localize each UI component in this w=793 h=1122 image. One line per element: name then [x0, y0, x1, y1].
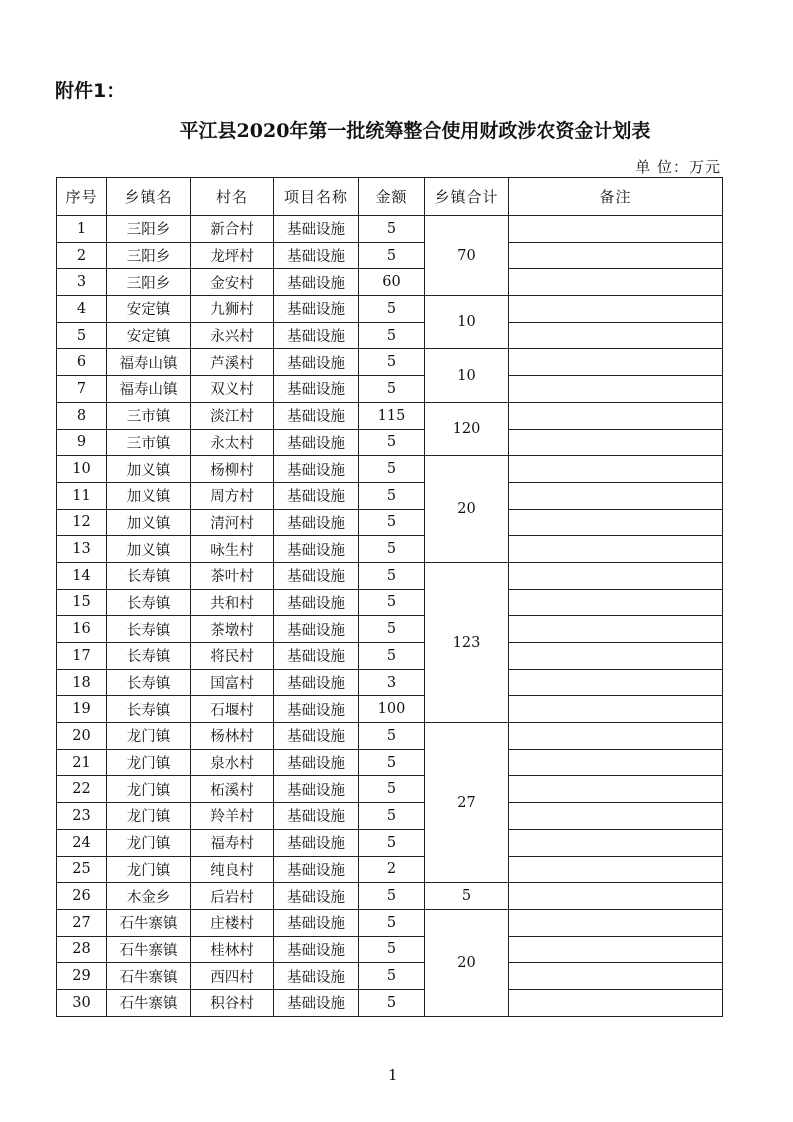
remarks-cell [509, 776, 723, 803]
village-name: 西四村 [191, 963, 274, 990]
row-index: 14 [57, 562, 107, 589]
table-row [57, 723, 723, 750]
remarks-cell [509, 429, 723, 456]
table-row [57, 616, 723, 643]
village-name: 桂林村 [191, 936, 274, 963]
township-name: 加义镇 [107, 536, 191, 563]
header-amount: 金额 [359, 178, 425, 216]
header-village: 村名 [191, 178, 274, 216]
header-township-total: 乡镇合计 [425, 178, 509, 216]
remarks-cell [509, 269, 723, 296]
township-name: 龙门镇 [107, 749, 191, 776]
table-row [57, 643, 723, 670]
township-total: 5 [425, 883, 509, 910]
township-name: 安定镇 [107, 322, 191, 349]
remarks-cell [509, 296, 723, 323]
remarks-cell [509, 536, 723, 563]
township-name: 加义镇 [107, 509, 191, 536]
table-row [57, 749, 723, 776]
project-name: 基础设施 [274, 562, 359, 589]
table-row [57, 536, 723, 563]
row-index: 13 [57, 536, 107, 563]
township-total: 10 [425, 296, 509, 349]
table-row [57, 856, 723, 883]
village-name: 柘溪村 [191, 776, 274, 803]
amount: 5 [359, 296, 425, 323]
township-name: 长寿镇 [107, 643, 191, 670]
page-number: 1 [388, 1066, 398, 1084]
township-total: 27 [425, 723, 509, 883]
table-row [57, 589, 723, 616]
project-name: 基础设施 [274, 616, 359, 643]
row-index: 6 [57, 349, 107, 376]
village-name: 金安村 [191, 269, 274, 296]
township-name: 加义镇 [107, 456, 191, 483]
header-township: 乡镇名 [107, 178, 191, 216]
project-name: 基础设施 [274, 536, 359, 563]
row-index: 7 [57, 376, 107, 403]
table-row [57, 376, 723, 403]
table-row [57, 349, 723, 376]
remarks-cell [509, 376, 723, 403]
remarks-cell [509, 883, 723, 910]
township-name: 龙门镇 [107, 723, 191, 750]
row-index: 3 [57, 269, 107, 296]
row-index: 24 [57, 829, 107, 856]
table-row [57, 989, 723, 1016]
amount: 5 [359, 803, 425, 830]
village-name: 福寿村 [191, 829, 274, 856]
row-index: 20 [57, 723, 107, 750]
amount: 5 [359, 536, 425, 563]
village-name: 纯良村 [191, 856, 274, 883]
project-name: 基础设施 [274, 669, 359, 696]
remarks-cell [509, 856, 723, 883]
project-name: 基础设施 [274, 856, 359, 883]
row-index: 27 [57, 909, 107, 936]
table-row [57, 482, 723, 509]
amount: 5 [359, 376, 425, 403]
table-row [57, 509, 723, 536]
township-name: 石牛寨镇 [107, 909, 191, 936]
amount: 5 [359, 616, 425, 643]
remarks-cell [509, 803, 723, 830]
township-name: 长寿镇 [107, 616, 191, 643]
project-name: 基础设施 [274, 402, 359, 429]
row-index: 26 [57, 883, 107, 910]
amount: 5 [359, 829, 425, 856]
amount: 5 [359, 349, 425, 376]
remarks-cell [509, 402, 723, 429]
remarks-cell [509, 482, 723, 509]
village-name: 永兴村 [191, 322, 274, 349]
row-index: 19 [57, 696, 107, 723]
project-name: 基础设施 [274, 429, 359, 456]
township-name: 龙门镇 [107, 776, 191, 803]
table-row [57, 883, 723, 910]
township-name: 福寿山镇 [107, 349, 191, 376]
table-row [57, 322, 723, 349]
table-row [57, 669, 723, 696]
table-row [57, 829, 723, 856]
header-index: 序号 [57, 178, 107, 216]
project-name: 基础设施 [274, 242, 359, 269]
village-name: 将民村 [191, 643, 274, 670]
remarks-cell [509, 749, 723, 776]
remarks-cell [509, 509, 723, 536]
amount: 5 [359, 723, 425, 750]
township-name: 三阳乡 [107, 216, 191, 243]
village-name: 后岩村 [191, 883, 274, 910]
township-name: 石牛寨镇 [107, 963, 191, 990]
village-name: 石堰村 [191, 696, 274, 723]
remarks-cell [509, 456, 723, 483]
amount: 5 [359, 242, 425, 269]
row-index: 11 [57, 482, 107, 509]
remarks-cell [509, 643, 723, 670]
table-header-row [57, 178, 723, 216]
remarks-cell [509, 562, 723, 589]
township-name: 石牛寨镇 [107, 936, 191, 963]
remarks-cell [509, 909, 723, 936]
village-name: 杨林村 [191, 723, 274, 750]
unit-label: 单 位：万元 [635, 158, 721, 176]
row-index: 25 [57, 856, 107, 883]
remarks-cell [509, 723, 723, 750]
project-name: 基础设施 [274, 322, 359, 349]
table-row [57, 803, 723, 830]
project-name: 基础设施 [274, 376, 359, 403]
amount: 5 [359, 509, 425, 536]
amount: 60 [359, 269, 425, 296]
project-name: 基础设施 [274, 269, 359, 296]
remarks-cell [509, 589, 723, 616]
township-name: 加义镇 [107, 482, 191, 509]
row-index: 10 [57, 456, 107, 483]
amount: 2 [359, 856, 425, 883]
project-name: 基础设施 [274, 643, 359, 670]
village-name: 清河村 [191, 509, 274, 536]
township-name: 三阳乡 [107, 242, 191, 269]
row-index: 2 [57, 242, 107, 269]
row-index: 17 [57, 643, 107, 670]
row-index: 8 [57, 402, 107, 429]
remarks-cell [509, 696, 723, 723]
remarks-cell [509, 936, 723, 963]
village-name: 泉水村 [191, 749, 274, 776]
amount: 5 [359, 429, 425, 456]
project-name: 基础设施 [274, 216, 359, 243]
project-name: 基础设施 [274, 749, 359, 776]
township-total: 20 [425, 909, 509, 1016]
amount: 5 [359, 482, 425, 509]
table-row [57, 696, 723, 723]
amount: 5 [359, 963, 425, 990]
row-index: 5 [57, 322, 107, 349]
township-name: 长寿镇 [107, 696, 191, 723]
remarks-cell [509, 829, 723, 856]
project-name: 基础设施 [274, 723, 359, 750]
row-index: 21 [57, 749, 107, 776]
attachment-label: 附件1： [55, 80, 126, 102]
village-name: 淡江村 [191, 402, 274, 429]
remarks-cell [509, 349, 723, 376]
township-total: 120 [425, 402, 509, 455]
remarks-cell [509, 216, 723, 243]
village-name: 九狮村 [191, 296, 274, 323]
row-index: 15 [57, 589, 107, 616]
village-name: 国富村 [191, 669, 274, 696]
village-name: 双义村 [191, 376, 274, 403]
village-name: 龙坪村 [191, 242, 274, 269]
project-name: 基础设施 [274, 589, 359, 616]
township-name: 长寿镇 [107, 562, 191, 589]
table-row [57, 776, 723, 803]
table-row [57, 216, 723, 243]
amount: 5 [359, 322, 425, 349]
remarks-cell [509, 963, 723, 990]
village-name: 周方村 [191, 482, 274, 509]
village-name: 庄楼村 [191, 909, 274, 936]
header-project: 项目名称 [274, 178, 359, 216]
township-total: 10 [425, 349, 509, 402]
table-row [57, 963, 723, 990]
row-index: 1 [57, 216, 107, 243]
remarks-cell [509, 242, 723, 269]
township-name: 龙门镇 [107, 829, 191, 856]
header-remarks: 备注 [509, 178, 723, 216]
amount: 115 [359, 402, 425, 429]
table-row [57, 402, 723, 429]
village-name: 积谷村 [191, 989, 274, 1016]
township-name: 龙门镇 [107, 856, 191, 883]
amount: 5 [359, 589, 425, 616]
project-name: 基础设施 [274, 936, 359, 963]
row-index: 28 [57, 936, 107, 963]
row-index: 12 [57, 509, 107, 536]
township-name: 三市镇 [107, 429, 191, 456]
remarks-cell [509, 669, 723, 696]
fund-plan-table [56, 177, 723, 1017]
row-index: 23 [57, 803, 107, 830]
project-name: 基础设施 [274, 909, 359, 936]
township-name: 木金乡 [107, 883, 191, 910]
village-name: 新合村 [191, 216, 274, 243]
table-row [57, 456, 723, 483]
project-name: 基础设施 [274, 776, 359, 803]
township-total: 123 [425, 562, 509, 722]
amount: 5 [359, 989, 425, 1016]
township-name: 长寿镇 [107, 589, 191, 616]
remarks-cell [509, 322, 723, 349]
table-row [57, 242, 723, 269]
amount: 100 [359, 696, 425, 723]
project-name: 基础设施 [274, 509, 359, 536]
project-name: 基础设施 [274, 883, 359, 910]
amount: 5 [359, 643, 425, 670]
row-index: 9 [57, 429, 107, 456]
project-name: 基础设施 [274, 829, 359, 856]
project-name: 基础设施 [274, 696, 359, 723]
village-name: 永太村 [191, 429, 274, 456]
village-name: 羚羊村 [191, 803, 274, 830]
township-name: 三阳乡 [107, 269, 191, 296]
township-name: 安定镇 [107, 296, 191, 323]
township-name: 长寿镇 [107, 669, 191, 696]
township-name: 石牛寨镇 [107, 989, 191, 1016]
village-name: 杨柳村 [191, 456, 274, 483]
amount: 5 [359, 749, 425, 776]
row-index: 4 [57, 296, 107, 323]
row-index: 22 [57, 776, 107, 803]
table-row [57, 936, 723, 963]
project-name: 基础设施 [274, 482, 359, 509]
row-index: 18 [57, 669, 107, 696]
remarks-cell [509, 616, 723, 643]
table-body [57, 216, 723, 1017]
project-name: 基础设施 [274, 456, 359, 483]
village-name: 共和村 [191, 589, 274, 616]
row-index: 29 [57, 963, 107, 990]
project-name: 基础设施 [274, 349, 359, 376]
amount: 3 [359, 669, 425, 696]
amount: 5 [359, 216, 425, 243]
township-total: 20 [425, 456, 509, 563]
village-name: 茶叶村 [191, 562, 274, 589]
amount: 5 [359, 909, 425, 936]
amount: 5 [359, 883, 425, 910]
township-name: 龙门镇 [107, 803, 191, 830]
project-name: 基础设施 [274, 803, 359, 830]
village-name: 茶墩村 [191, 616, 274, 643]
township-total: 70 [425, 216, 509, 296]
amount: 5 [359, 936, 425, 963]
township-name: 福寿山镇 [107, 376, 191, 403]
amount: 5 [359, 562, 425, 589]
remarks-cell [509, 989, 723, 1016]
township-name: 三市镇 [107, 402, 191, 429]
village-name: 芦溪村 [191, 349, 274, 376]
page-title: 平江县2020年第一批统筹整合使用财政涉农资金计划表 [179, 120, 651, 142]
amount: 5 [359, 456, 425, 483]
table-row [57, 429, 723, 456]
table-row [57, 269, 723, 296]
amount: 5 [359, 776, 425, 803]
table-row [57, 296, 723, 323]
table-row [57, 562, 723, 589]
project-name: 基础设施 [274, 963, 359, 990]
project-name: 基础设施 [274, 989, 359, 1016]
table-row [57, 909, 723, 936]
row-index: 16 [57, 616, 107, 643]
row-index: 30 [57, 989, 107, 1016]
village-name: 咏生村 [191, 536, 274, 563]
project-name: 基础设施 [274, 296, 359, 323]
